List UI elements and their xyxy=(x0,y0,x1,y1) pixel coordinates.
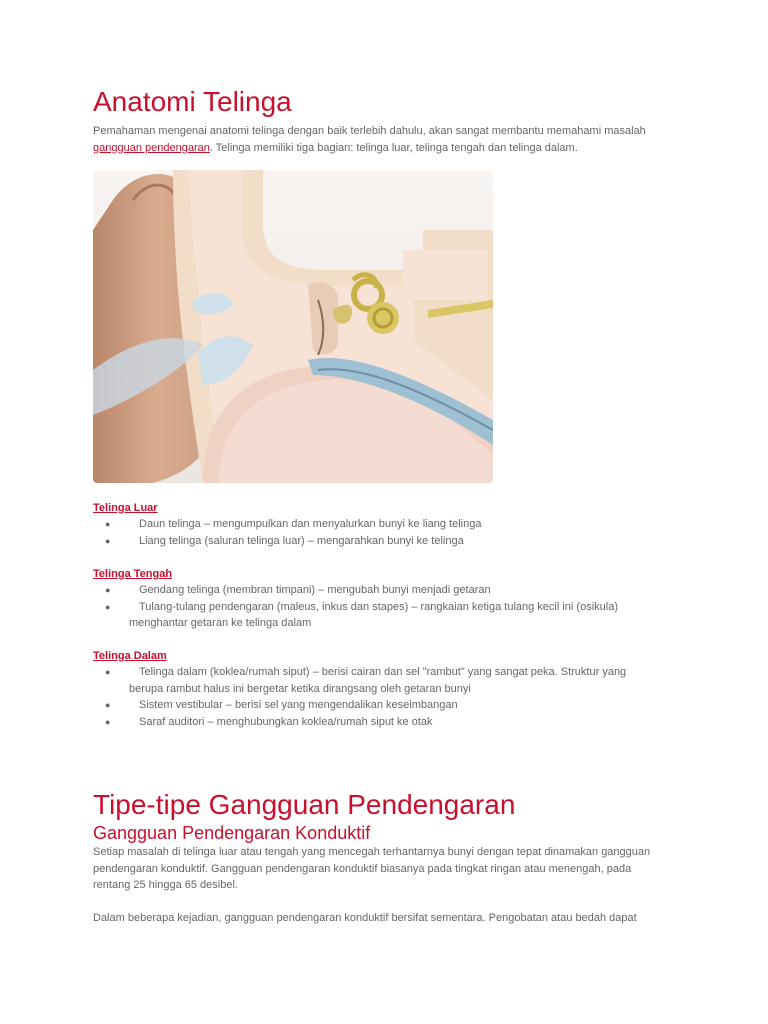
bullet-icon: ● xyxy=(105,519,111,529)
bullet-icon: ● xyxy=(105,716,111,727)
subheading-conductive: Gangguan Pendengaran Konduktif xyxy=(93,823,371,843)
section-heading-hearing-loss-types: Tipe-tipe Gangguan Pendengaran xyxy=(93,789,516,820)
list-item-text: Daun telinga – mengumpulkan dan menyalurkan bunyi ke liang telinga xyxy=(139,518,482,530)
intro-text-before: Pemahaman mengenai anatomi telinga dengan baik terlebih dahulu, akan sangat membantu memahami masalah xyxy=(93,125,646,137)
list-item xyxy=(93,582,663,599)
paragraph-conductive-2: Dalam beberapa kejadian, gangguan pendengaran konduktif bersifat sementara. Pengobatan atau bedah dapat xyxy=(93,912,637,924)
list-item-text: Tulang-tulang pendengaran (maleus, inkus dan stapes) – rangkaian ketiga tulang kecil ini (osikula) menghantar getaran ke telinga dalam xyxy=(129,600,618,629)
ear-anatomy-illustration xyxy=(93,170,493,483)
list-item-text: Sistem vestibular – berisi sel yang mengendalikan keseimbangan xyxy=(139,699,458,711)
list-item-text: Gendang telinga (membran timpani) – mengubah bunyi menjadi getaran xyxy=(139,584,491,596)
list-item xyxy=(93,664,663,697)
bullet-icon: ● xyxy=(105,535,111,546)
bullet-icon: ● xyxy=(105,667,111,677)
intro-paragraph xyxy=(93,123,663,156)
hearing-loss-link[interactable]: gangguan pendengaran xyxy=(93,141,210,154)
list-item-text: Saraf auditori – menghubungkan koklea/rumah siput ke otak xyxy=(139,715,433,728)
list-item xyxy=(93,533,663,550)
page-title: Anatomi Telinga xyxy=(93,86,292,117)
bullet-icon: ● xyxy=(105,700,111,710)
list-item xyxy=(93,516,663,533)
list-item-text: Telinga dalam (koklea/rumah siput) – berisi cairan dan sel "rambut" yang sangat peka. Struktur yang berupa rambut halus ini bergetar ketika dirangsang oleh getaran bunyi xyxy=(129,666,627,695)
paragraph-conductive-1: Setiap masalah di telinga luar atau tengah yang mencegah terhantarnya bunyi dengan tepat dinamakan gangguan pendengaran konduktif. Gangguan pendengaran konduktif biasanya pada tingkat ringan atau menengah, pada rentang 25 hingga 65 desibel. xyxy=(93,846,651,891)
list-item-text: Liang telinga (saluran telinga luar) – mengarahkan bunyi ke telinga xyxy=(139,534,464,547)
intro-text-after: . Telinga memiliki tiga bagian: telinga luar, telinga tengah dan telinga dalam. xyxy=(209,141,578,154)
section-title-middle-ear: Telinga Tengah xyxy=(93,568,173,580)
list-item xyxy=(93,697,663,714)
list-item xyxy=(93,599,663,632)
section-title-outer-ear: Telinga Luar xyxy=(93,502,158,514)
middle-ear-list xyxy=(93,582,663,632)
list-item xyxy=(93,714,663,731)
section-title-inner-ear: Telinga Dalam xyxy=(93,650,167,662)
outer-ear-list xyxy=(93,516,663,549)
bullet-icon: ● xyxy=(105,601,111,612)
inner-ear-list xyxy=(93,664,663,730)
bullet-icon: ● xyxy=(105,585,111,595)
